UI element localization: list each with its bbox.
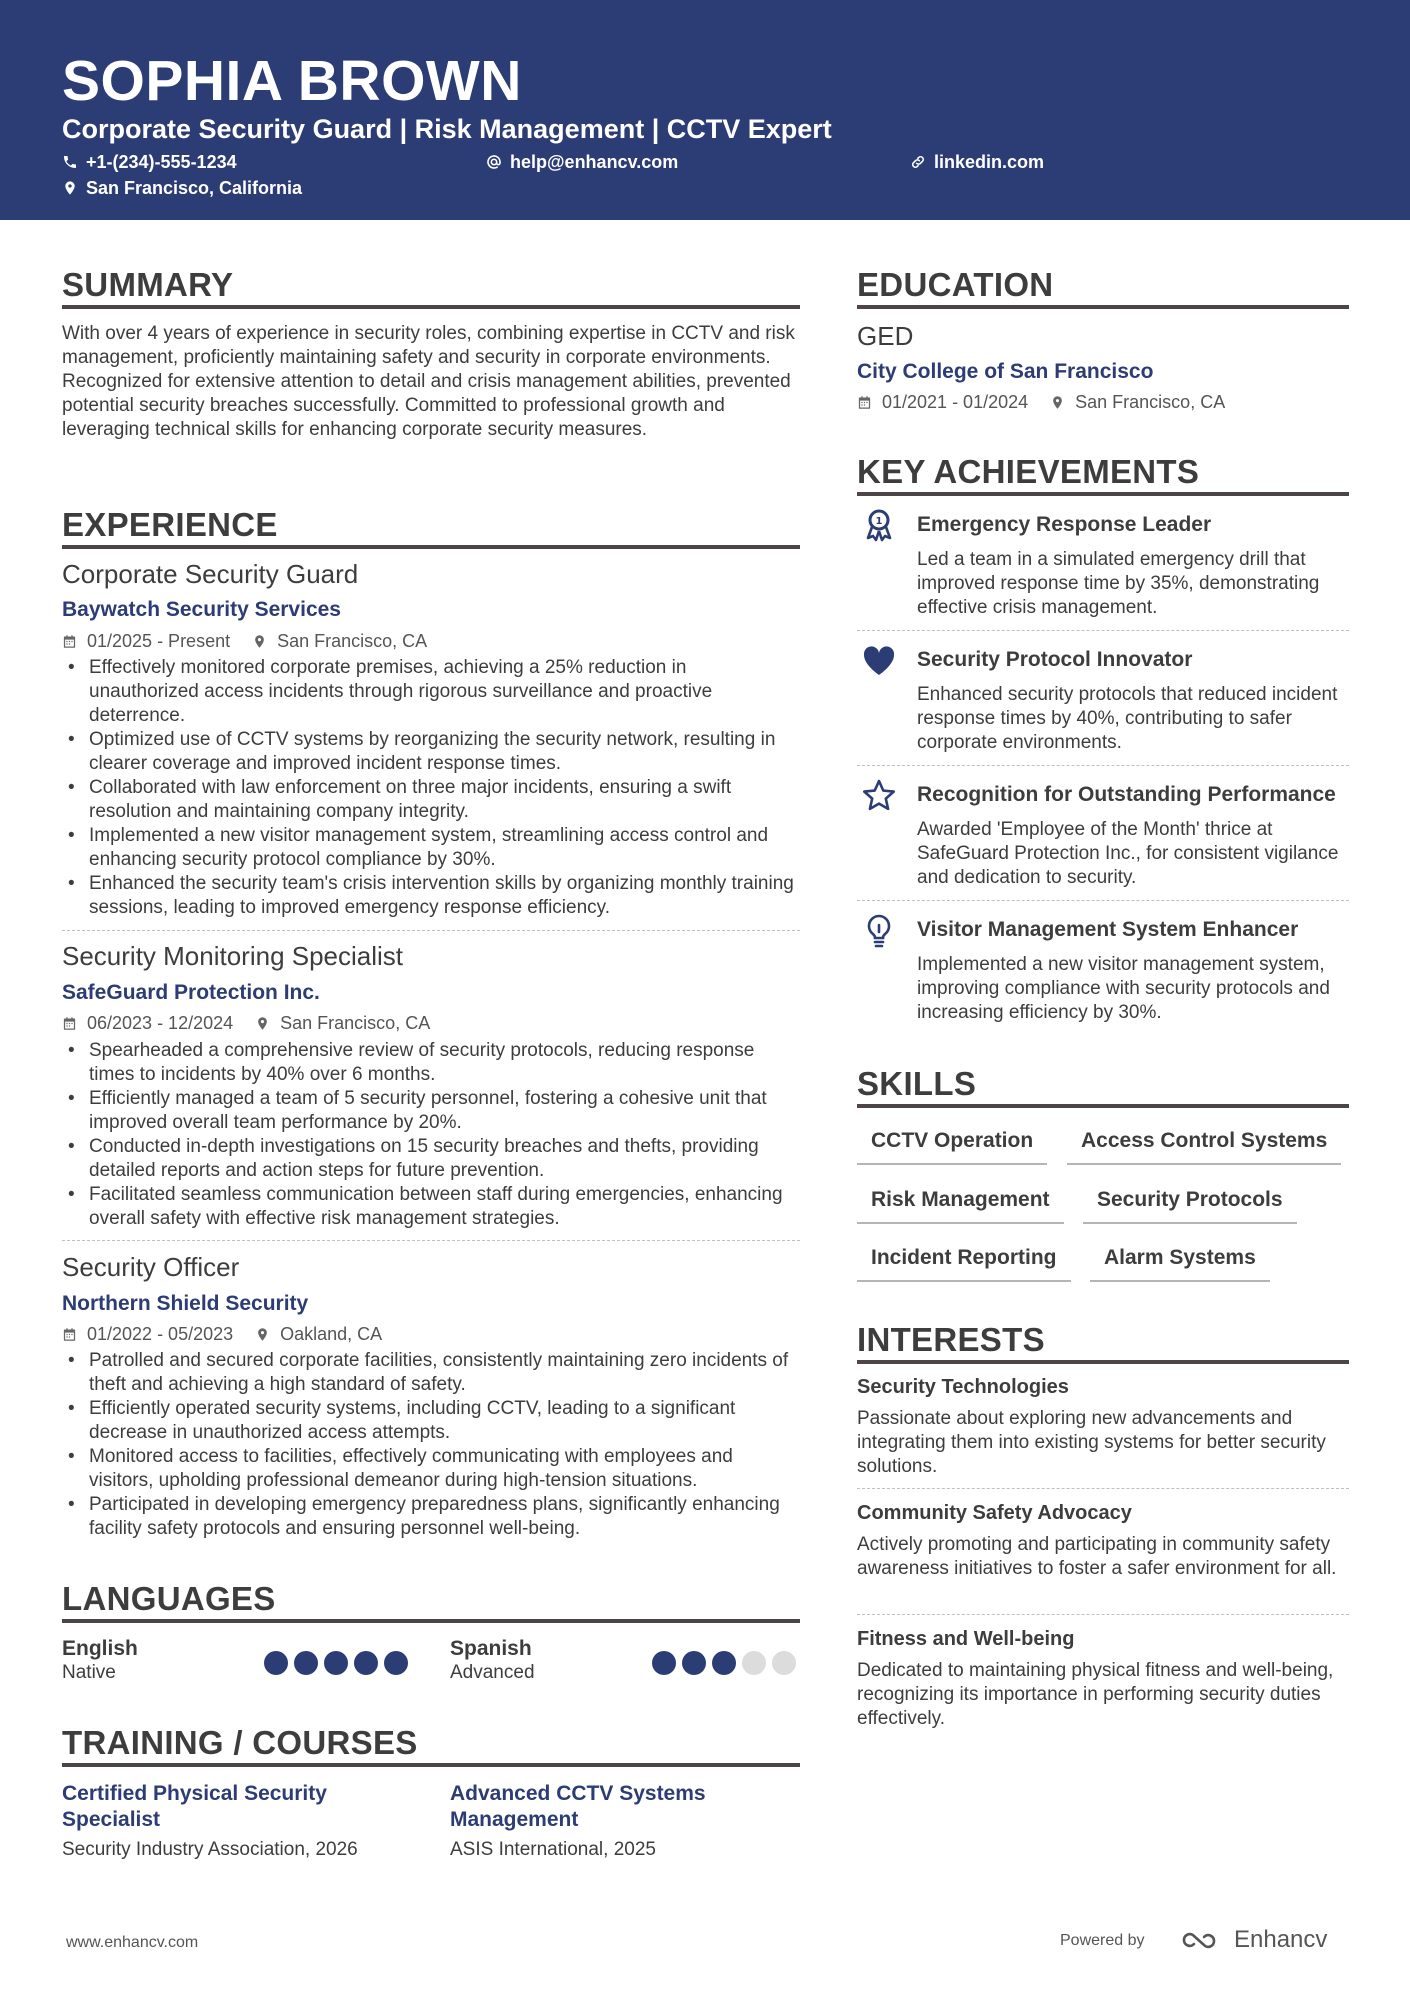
interest-text: Passionate about exploring new advancements and integrating them into existing systems for better security solutions. [857,1408,1326,1477]
job-bullet: • Optimized use of CCTV systems by reorganizing the security network, resulting in clearer coverage and improved incident response times. [62,728,800,776]
job-location: San Francisco, CA [280,1013,431,1033]
star-icon [859,776,899,816]
training-heading: TRAINING / COURSES [62,1724,418,1761]
candidate-tagline: Corporate Security Guard | Risk Management | CCTV Expert [62,114,832,144]
footer-url[interactable]: www.enhancv.com [66,1934,199,1951]
achievement-text: Led a team in a simulated emergency drill that improved response time by 35%, demonstrating effective crisis management. [917,549,1320,618]
language-rating [264,1651,414,1675]
calendar-icon [62,634,77,649]
job-bullet: • Monitored access to facilities, effectively communicating with employees and visitors, upholding professional demeanor during high-tension situations. [62,1445,800,1493]
location-pin-icon [255,1016,270,1031]
education-location: San Francisco, CA [1075,392,1226,412]
job-bullet: • Efficiently operated security systems, including CCTV, leading to a significant decrease in unauthorized access attempts. [62,1397,800,1445]
skill-tag: Risk Management [857,1186,1064,1224]
rating-dot-empty [742,1651,766,1675]
interests-heading: INTERESTS [857,1321,1045,1358]
contact-email[interactable] [486,151,678,173]
achievement-text: Awarded 'Employee of the Month' thrice at SafeGuard Protection Inc., for consistent vigilance and dedication to security. [917,819,1339,888]
job-title: Corporate Security Guard [62,559,359,589]
phone-text: +1-(234)-555-1234 [86,152,237,172]
course-title: Certified Physical Security Specialist [62,1782,327,1831]
contact-phone[interactable] [62,151,237,173]
footer-powered-by: Powered by [1060,1932,1145,1949]
summary-text: With over 4 years of experience in security roles, combining expertise in CCTV and risk management, proficiently maintaining safety and security in corporate environments. Recognized for extensive attention to detail and crisis management abilities, prevented potential security breaches successfully. Committed to professional growth and leveraging technical skills for enhancing corporate security measures. [62,323,795,440]
education-dates: 01/2021 - 01/2024 [882,392,1029,412]
training-rule [62,1763,800,1767]
calendar-icon [62,1327,77,1342]
interest-title: Fitness and Well-being [857,1628,1075,1650]
heart-icon [859,641,899,681]
svg-text:1: 1 [875,516,883,527]
job-location: San Francisco, CA [277,631,428,651]
rating-dot-filled [354,1651,378,1675]
skill-tag: Security Protocols [1083,1186,1297,1224]
rating-dot-filled [324,1651,348,1675]
divider [857,1488,1349,1489]
location-pin-icon [255,1327,270,1342]
job-bullet: • Conducted in-depth investigations on 15 security breaches and thefts, providing detailed reports and action steps for future prevention. [62,1135,800,1183]
divider [62,1240,800,1241]
location-text: San Francisco, California [86,178,303,198]
job-dates: 01/2022 - 05/2023 [87,1324,234,1344]
job-title: Security Officer [62,1252,240,1282]
course-provider: Security Industry Association, 2026 [62,1839,358,1860]
interest-title: Security Technologies [857,1376,1069,1398]
link-icon [910,154,926,170]
skill-tag: Access Control Systems [1067,1127,1341,1165]
job-bullet: • Patrolled and secured corporate facilities, consistently maintaining zero incidents of theft and achieving a high standard of safety. [62,1349,800,1397]
summary-heading: SUMMARY [62,266,234,303]
company-name: Baywatch Security Services [62,598,341,621]
divider [857,630,1349,631]
job-bullet: • Collaborated with law enforcement on three major incidents, ensuring a swift resolution and maintaining company integrity. [62,776,800,824]
job-dates: 06/2023 - 12/2024 [87,1013,234,1033]
rating-dot-filled [682,1651,706,1675]
phone-icon [62,154,78,170]
languages-rule [62,1619,800,1623]
achievement-title: Security Protocol Innovator [917,648,1193,671]
candidate-name: SOPHIA BROWN [62,49,522,113]
language-name: Spanish [450,1637,532,1660]
divider [857,765,1349,766]
interest-title: Community Safety Advocacy [857,1502,1132,1524]
rating-dot-filled [264,1651,288,1675]
location-pin-icon [252,634,267,649]
job-bullets [62,1349,800,1541]
experience-heading: EXPERIENCE [62,506,278,543]
skill-tag: Alarm Systems [1090,1244,1270,1282]
degree: GED [857,321,914,351]
contact-linkedin[interactable] [910,151,1044,173]
rating-dot-empty [772,1651,796,1675]
job-bullet: • Implemented a new visitor management system, streamlining access control and enhancing security protocol compliance by 30%. [62,824,800,872]
achievement-text: Implemented a new visitor management system, improving compliance with security protocols and increasing efficiency by 30%. [917,954,1330,1023]
enhancv-logo-icon [1180,1927,1228,1953]
job-meta [62,630,800,652]
footer-brand-logo[interactable] [1180,1926,1327,1954]
job-bullet: • Enhanced the security team's crisis intervention skills by organizing monthly training sessions, leading to improved emergency response efficiency. [62,872,800,920]
rating-dot-filled [294,1651,318,1675]
course-provider: ASIS International, 2025 [450,1839,656,1860]
job-title: Security Monitoring Specialist [62,941,404,971]
job-meta [62,1323,800,1345]
achievement-title: Visitor Management System Enhancer [917,918,1299,941]
skill-tag: Incident Reporting [857,1244,1071,1282]
school-name: City College of San Francisco [857,360,1154,383]
job-dates: 01/2025 - Present [87,631,231,651]
language-rating [652,1651,802,1675]
job-bullet: • Efficiently managed a team of 5 security personnel, fostering a cohesive unit that improved overall team performance by 20%. [62,1087,800,1135]
language-level: Native [62,1662,116,1683]
course-title: Advanced CCTV Systems Management [450,1782,706,1831]
job-location: Oakland, CA [280,1324,383,1344]
award-ribbon-icon [859,505,899,545]
skill-tag: CCTV Operation [857,1127,1047,1165]
interest-text: Dedicated to maintaining physical fitness and well-being, recognizing its importance in performing security duties effectively. [857,1660,1334,1729]
divider [62,930,800,931]
achievements-heading: KEY ACHIEVEMENTS [857,453,1200,490]
skills-rule [857,1104,1349,1108]
location-pin-icon [1050,395,1065,410]
job-bullet: • Spearheaded a comprehensive review of security protocols, reducing response times to incidents by 40% over 6 months. [62,1039,800,1087]
interests-rule [857,1360,1349,1364]
company-name: SafeGuard Protection Inc. [62,981,320,1004]
job-bullet: • Effectively monitored corporate premises, achieving a 25% reduction in unauthorized access incidents through rigorous surveillance and proactive deterrence. [62,656,800,728]
divider [857,1614,1349,1615]
email-text: help@enhancv.com [510,152,679,172]
company-name: Northern Shield Security [62,1292,309,1315]
experience-rule [62,545,800,549]
lightbulb-icon [859,911,899,951]
languages-heading: LANGUAGES [62,1580,276,1617]
interest-text: Actively promoting and participating in community safety awareness initiatives to foster a safer environment for all. [857,1534,1337,1579]
resume-header [0,0,1410,220]
achievement-title: Recognition for Outstanding Performance [917,783,1336,806]
calendar-icon [857,395,872,410]
skills-heading: SKILLS [857,1065,977,1102]
at-icon [486,154,502,170]
rating-dot-filled [384,1651,408,1675]
job-bullets [62,1039,800,1231]
education-heading: EDUCATION [857,266,1054,303]
job-bullet: • Participated in developing emergency preparedness plans, significantly enhancing facility safety protocols and ensuring personnel well-being. [62,1493,800,1541]
divider [857,900,1349,901]
location-pin-icon [62,180,78,196]
education-meta [857,391,1349,413]
achievement-title: Emergency Response Leader [917,513,1212,536]
footer-brand: Enhancv [1234,1926,1328,1953]
job-bullet: • Facilitated seamless communication between staff during emergencies, enhancing overall safety with effective risk management strategies. [62,1183,800,1231]
achievements-rule [857,492,1349,496]
achievement-text: Enhanced security protocols that reduced incident response times by 40%, contributing to safer corporate environments. [917,684,1338,753]
rating-dot-filled [712,1651,736,1675]
language-level: Advanced [450,1662,535,1683]
contact-location [62,177,302,199]
job-meta [62,1012,800,1034]
rating-dot-filled [652,1651,676,1675]
summary-rule [62,305,800,309]
language-name: English [62,1637,138,1660]
education-rule [857,305,1349,309]
calendar-icon [62,1016,77,1031]
job-bullets [62,656,800,920]
linkedin-text: linkedin.com [934,152,1045,172]
